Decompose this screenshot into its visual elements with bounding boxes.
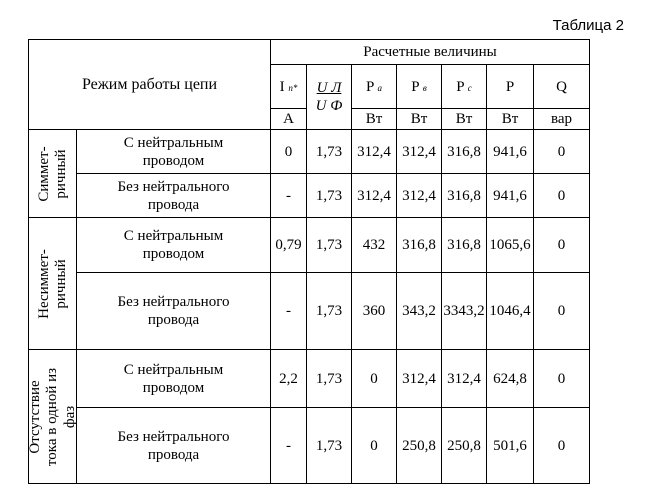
unit-pb: Вт xyxy=(397,109,442,130)
value-cell: 941,6 xyxy=(487,174,534,218)
value-cell: 0 xyxy=(534,218,590,273)
value-cell: 316,8 xyxy=(397,218,442,273)
unit-pa: Вт xyxy=(352,109,397,130)
table-row xyxy=(29,174,590,218)
value-cell: 941,6 xyxy=(487,130,534,174)
mode-cell: Без нейтрального провода xyxy=(77,408,271,484)
value-cell: 0 xyxy=(534,273,590,350)
table-row xyxy=(29,273,590,350)
value-cell: 0 xyxy=(534,408,590,484)
group-label-no-current: Отсутствие тока в одной из фаз xyxy=(29,350,77,484)
table-row xyxy=(29,350,590,408)
value-cell: - xyxy=(271,174,307,218)
group-label-symmetric: Симмет- ричный xyxy=(29,130,77,218)
value-cell: 0 xyxy=(271,130,307,174)
value-cell: 316,8 xyxy=(442,130,487,174)
header-col-pc: P c xyxy=(442,65,487,109)
value-cell: 1,73 xyxy=(307,218,352,273)
header-col-voltage-ratio: U Л U Ф xyxy=(307,65,352,130)
unit-current: А xyxy=(271,109,307,130)
value-cell: 312,4 xyxy=(397,130,442,174)
value-cell: 0 xyxy=(534,130,590,174)
header-col-p: P xyxy=(487,65,534,109)
value-cell: 250,8 xyxy=(397,408,442,484)
header-col-current: I n* xyxy=(271,65,307,109)
value-cell: 1,73 xyxy=(307,350,352,408)
mode-cell: Без нейтрального провода xyxy=(77,273,271,350)
value-cell: 360 xyxy=(352,273,397,350)
value-cell: 0,79 xyxy=(271,218,307,273)
value-cell: 1065,6 xyxy=(487,218,534,273)
table-row xyxy=(29,218,590,273)
value-cell: 0 xyxy=(534,350,590,408)
value-cell: 312,4 xyxy=(397,350,442,408)
value-cell: 1,73 xyxy=(307,273,352,350)
value-cell: 312,4 xyxy=(352,174,397,218)
value-cell: 0 xyxy=(352,408,397,484)
value-cell: 2,2 xyxy=(271,350,307,408)
value-cell: 0 xyxy=(352,350,397,408)
header-col-pa: P a xyxy=(352,65,397,109)
value-cell: 432 xyxy=(352,218,397,273)
value-cell: 316,8 xyxy=(442,174,487,218)
value-cell: 250,8 xyxy=(442,408,487,484)
value-cell: 0 xyxy=(534,174,590,218)
header-computed: Расчетные величины xyxy=(271,40,590,65)
value-cell: 312,4 xyxy=(442,350,487,408)
value-cell: - xyxy=(271,408,307,484)
value-cell: 1,73 xyxy=(307,174,352,218)
header-col-q: Q xyxy=(534,65,590,109)
results-table xyxy=(28,39,590,484)
value-cell: 312,4 xyxy=(397,174,442,218)
unit-pc: Вт xyxy=(442,109,487,130)
value-cell: - xyxy=(271,273,307,350)
group-label-asymmetric: Несиммет- ричный xyxy=(29,218,77,350)
table-caption: Таблица 2 xyxy=(552,17,624,34)
value-cell: 3343,2 xyxy=(442,273,487,350)
value-cell: 501,6 xyxy=(487,408,534,484)
header-col-pb: P в xyxy=(397,65,442,109)
value-cell: 312,4 xyxy=(352,130,397,174)
unit-q: вар xyxy=(534,109,590,130)
table-row xyxy=(29,408,590,484)
value-cell: 1,73 xyxy=(307,408,352,484)
mode-cell: Без нейтрального провода xyxy=(77,174,271,218)
value-cell: 1046,4 xyxy=(487,273,534,350)
value-cell: 1,73 xyxy=(307,130,352,174)
header-mode: Режим работы цепи xyxy=(29,40,271,130)
unit-p: Вт xyxy=(487,109,534,130)
value-cell: 624,8 xyxy=(487,350,534,408)
mode-cell: С нейтральным проводом xyxy=(77,350,271,408)
mode-cell: С нейтральным проводом xyxy=(77,218,271,273)
table-row xyxy=(29,130,590,174)
value-cell: 316,8 xyxy=(442,218,487,273)
value-cell: 343,2 xyxy=(397,273,442,350)
header-row-1 xyxy=(29,40,590,65)
mode-cell: С нейтральным проводом xyxy=(77,130,271,174)
